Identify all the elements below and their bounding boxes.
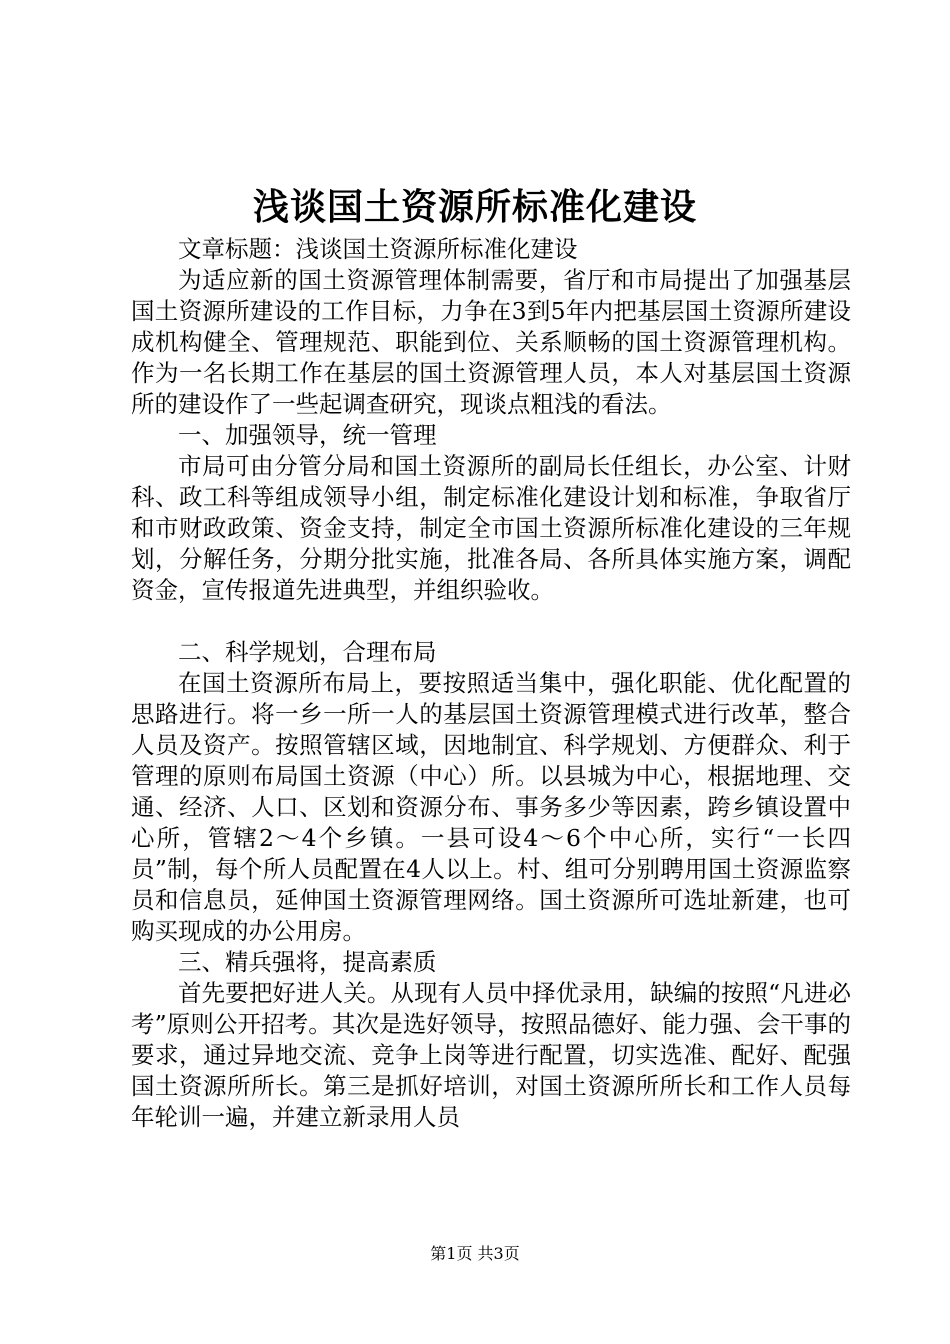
article-title-line: 文章标题：浅谈国土资源所标准化建设 <box>178 235 578 263</box>
section-1-paragraph: 市局可由分管分局和国土资源所的副局长任组长，办公室、计财科、政工科等组成领导小组，制定标准化建设计划和标准，争取省厅和市财政政策、资金支持，制定全市国土资源所标准化建设的三年规划，分解任务，分期分批实施，批准各局、各所具体实施方案，调配资金，宣传报道先进典型，并组织验收。 <box>131 452 851 604</box>
document-title: 浅谈国土资源所标准化建设 <box>252 186 697 228</box>
section-3-paragraph: 首先要把好进人关。从现有人员中择优录用，缺编的按照“凡进必考”原则公开招考。其次是选好领导，按照品德好、能力强、会干事的要求，通过异地交流、竞争上岗等进行配置，切实选准、配好、配强国土资源所所长。第三是抓好培训，对国土资源所所长和工作人员每年轮训一遍，并建立新录用人员 <box>131 979 851 1131</box>
document-body <box>131 234 851 1133</box>
section-2-paragraph: 在国土资源所布局上，要按照适当集中，强化职能、优化配置的思路进行。将一乡一所一人的基层国土资源管理模式进行改革，整合人员及资产。按照管辖区域，因地制宜、科学规划、方便群众、利于管理的原则布局国土资源（中心）所。以县城为中心，根据地理、交通、经济、人口、区划和资源分布、事务多少等因素，跨乡镇设置中心所，管辖2～4个乡镇。一县可设4～6个中心所，实行“一长四员”制，每个所人员配置在4人以上。村、组可分别聘用国土资源监察员和信息员，延伸国土资源管理网络。国土资源所可选址新建，也可购买现成的办公用房。 <box>131 669 851 945</box>
intro-paragraph: 为适应新的国土资源管理体制需要，省厅和市局提出了加强基层国土资源所建设的工作目标，力争在3到5年内把基层国土资源所建设成机构健全、管理规范、职能到位、关系顺畅的国土资源管理机构。作为一名长期工作在基层的国土资源管理人员，本人对基层国土资源所的建设作了一些起调查研究，现谈点粗浅的看法。 <box>131 266 851 418</box>
page-number-footer: 第1页 共3页 <box>430 1244 520 1263</box>
section-heading-3: 三、精兵强将，提高素质 <box>178 948 437 976</box>
section-heading-1: 一、加强领导，统一管理 <box>178 421 437 449</box>
section-heading-2: 二、科学规划，合理布局 <box>178 638 437 666</box>
